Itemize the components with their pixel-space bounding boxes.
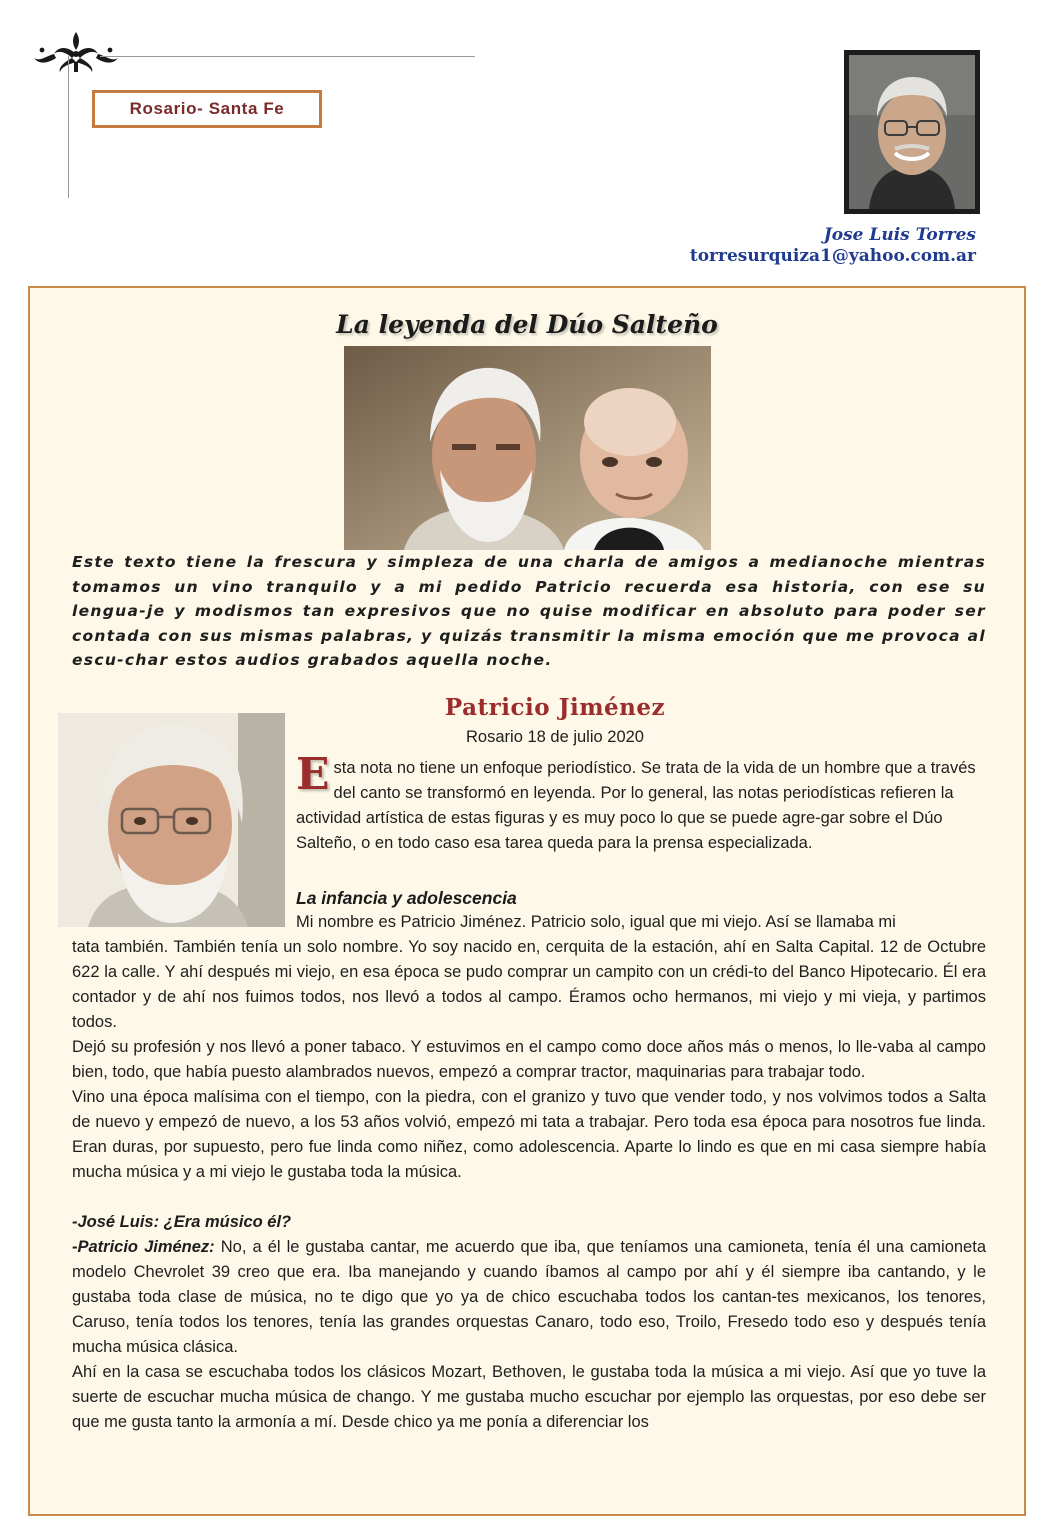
answer-speaker: -Patricio Jiménez: — [72, 1238, 215, 1256]
patricio-photo — [58, 713, 285, 927]
byline-name: Patricio Jiménez — [444, 694, 666, 721]
paragraph: Vino una época malísima con el tiempo, con la piedra, con el granizo y tuvo que vender todo, y nos volvimos todos a Salta de nuevo y empezó de nuevo, a los 53 años volvió, empezó mi tata a trabajar. Pero toda esa época para nosotros fue linda. Eran duras, por supuesto, pero fue linda como niñez, como adolescencia. Aparte lo lindo es que en mi casa siempre había mucha música y a mi viejo le gustaba toda la música. — [72, 1088, 986, 1181]
article-body — [72, 935, 986, 1435]
author-name: Jose Luis Torres — [823, 225, 976, 245]
article-title: La leyenda del Dúo Salteño — [336, 310, 718, 339]
interview-answer — [72, 1235, 986, 1360]
lead-paragraph — [296, 749, 986, 856]
author-email: torresurquiza1@yahoo.com.ar — [689, 246, 976, 266]
header-rule — [100, 56, 475, 57]
author-photo — [844, 50, 980, 214]
interview-question: -José Luis: ¿Era músico él? — [72, 1213, 292, 1231]
fleur-ornament-icon — [28, 28, 124, 74]
lead-text: sta nota no tiene un enfoque periodístico. Se trata de la vida de un hombre que a través del canto se transformó en leyenda. Por lo general, las notas periodísticas refieren la actividad artística de estas figuras y es muy poco lo que se puede agre-gar sobre el Dúo Salteño, o en todo caso esa tarea queda para la prensa especializada. — [296, 759, 976, 852]
paragraph: Ahí en la casa se escuchaba todos los clásicos Mozart, Bethoven, le gustaba toda la música a mi viejo. Así que yo tuve la suerte de escuchar mucha música de chango. Y me gustaba mucho escuchar por ejemplo las orquestas, por eso debe ser que me gusta tanto la armonía a mí. Desde chico ya me ponía a diferenciar los — [72, 1363, 986, 1431]
paragraph: tata también. También tenía un solo nombre. Yo soy nacido en, cerquita de la estación, ahí en Salta Capital. 12 de Octubre 622 la calle. Y ahí después mi viejo, en esa época se pudo comprar un campito con un crédi-to del Banco Hipotecario. Él era contador y de ahí nos fuimos todos, nos llevó a todos al campo. Éramos ocho hermanos, mi viejo y mi vieja, y partimos todos. — [72, 938, 986, 1031]
answer-text: No, a él le gustaba cantar, me acuerdo que iba, que teníamos una camioneta, tenía él una camioneta modelo Chevrolet 39 creo que era. Iba manejando y cuando íbamos al campo por ahí y él siempre iba cantando, y le gustaba toda clase de música, no te digo que yo ya de chico escuchaba todos los cantan-tes mexicanos, los tenores, Caruso, tenía todos los tenores, tenía las grandes orquestas Canaro, todo eso, Troilo, Fresedo todo eso y después tenía mucha música clásica. — [72, 1238, 986, 1356]
drop-cap: E — [296, 749, 330, 800]
header-side-rule — [68, 56, 69, 198]
paragraph: Dejó su profesión y nos llevó a poner tabaco. Y estuvimos en el campo como doce años más o menos, lo lle-vaba al campo bien, todo, que había puesto alambrados nuevos, empezó a comprar tractor, maquinarias para trabajar todo. — [72, 1038, 986, 1081]
byline-date: Rosario 18 de julio 2020 — [466, 728, 644, 746]
location-label: Rosario- Santa Fe — [92, 90, 322, 128]
paragraph-first-line: Mi nombre es Patricio Jiménez. Patricio solo, igual que mi viejo. Así se llamaba mi — [296, 913, 896, 931]
section-heading: La infancia y adolescencia — [296, 888, 517, 908]
duo-photo — [344, 346, 711, 550]
intro-paragraph: Este texto tiene la frescura y simpleza de una charla de amigos a medianoche mientras tomamos un vino tranquilo y a mi pedido Patricio recuerda esa historia, con ese su lengua-je y modismos tan expresivos que no quise modificar en absoluto para poder ser contada con sus mismas palabras, y quizás transmitir la misma emoción que me provoca al escu-char estos audios grabados aquella noche. — [72, 553, 986, 669]
